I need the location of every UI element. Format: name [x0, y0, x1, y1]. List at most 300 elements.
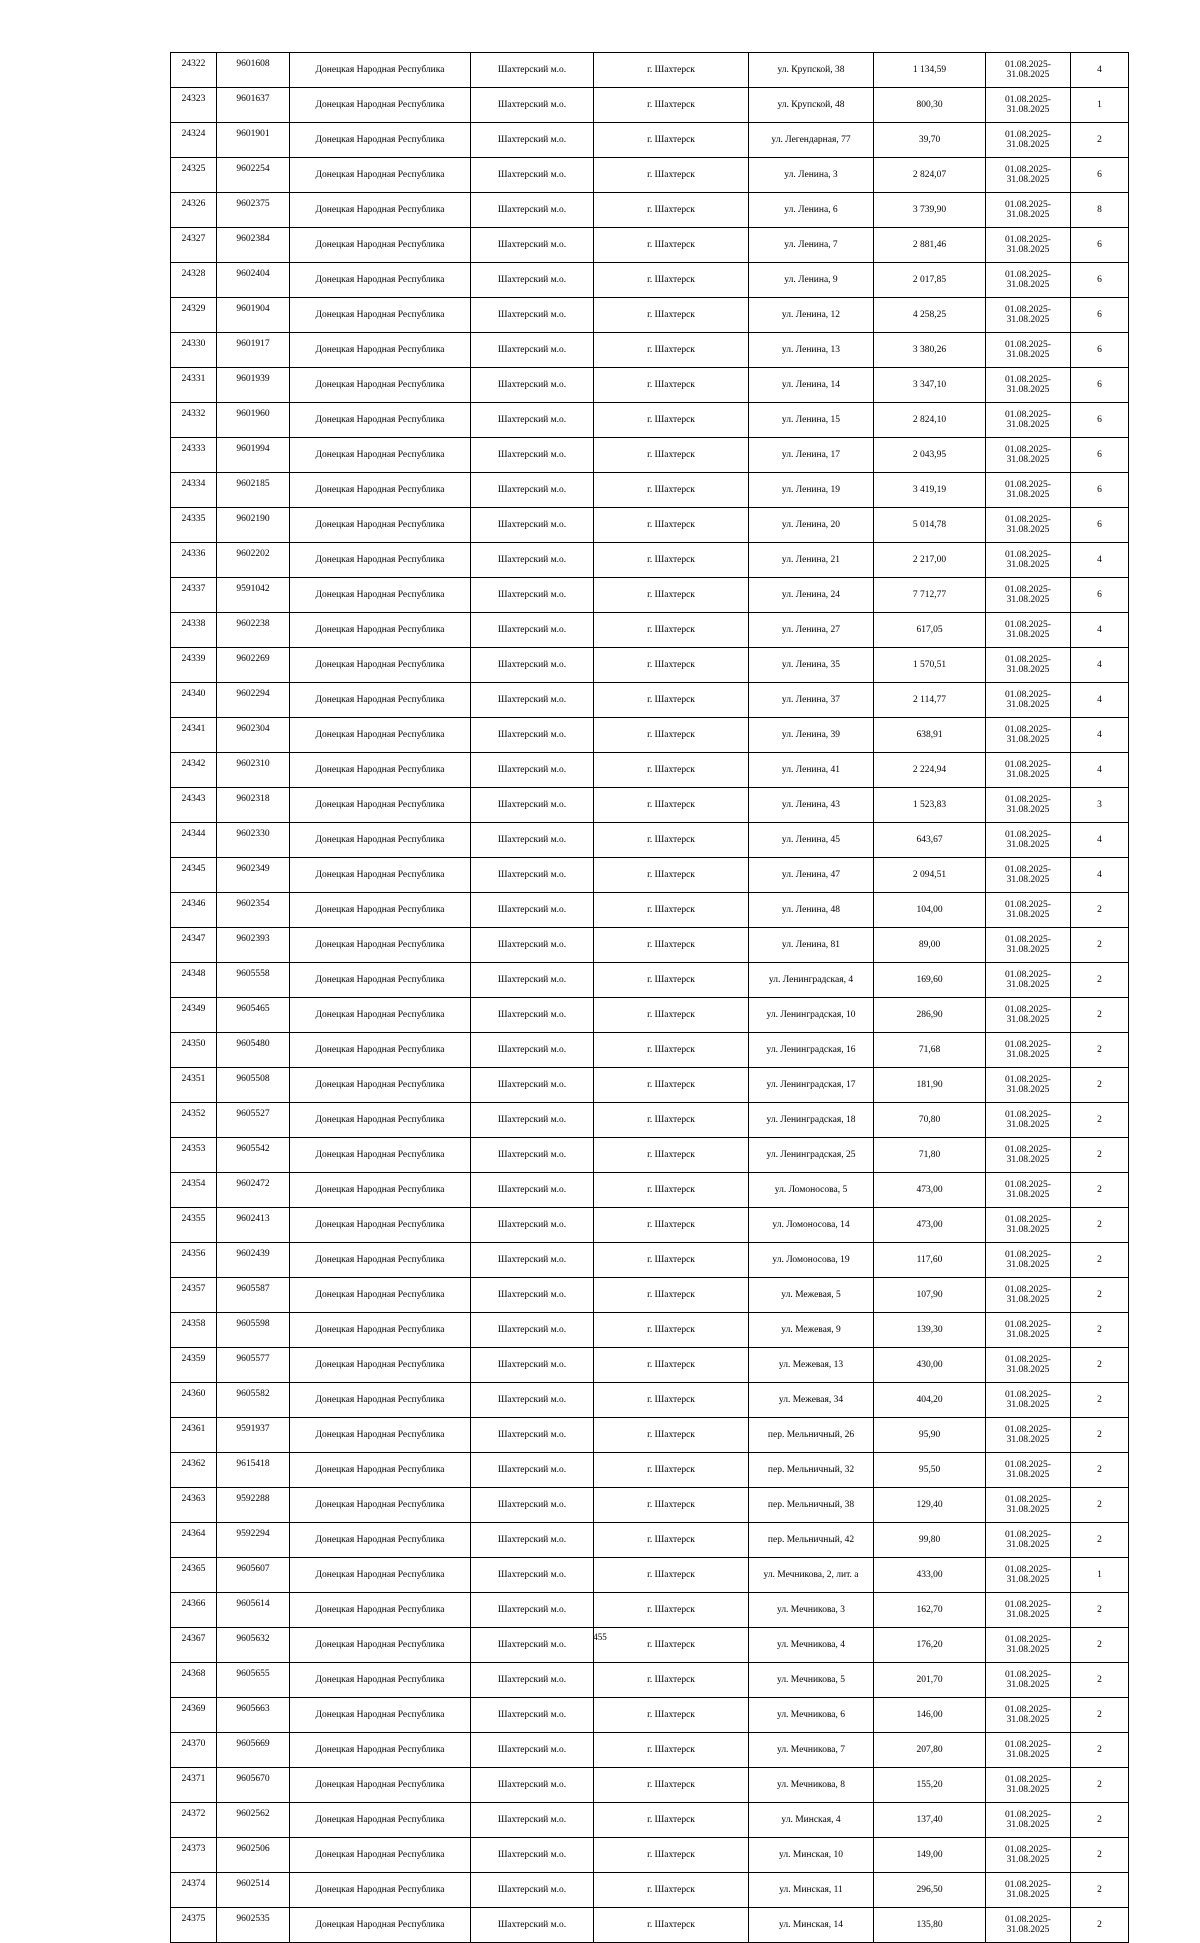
period-cell: 01.08.2025- 31.08.2025 — [986, 473, 1071, 508]
area-cell: 3 739,90 — [874, 193, 986, 228]
region-cell: Донецкая Народная Республика — [290, 1803, 471, 1838]
table-row — [171, 298, 1129, 333]
area-cell: 3 419,19 — [874, 473, 986, 508]
table-row — [171, 1733, 1129, 1768]
address-cell: ул. Минская, 14 — [749, 1908, 874, 1943]
object-id: 9605655 — [217, 1663, 290, 1698]
address-cell: ул. Мечникова, 6 — [749, 1698, 874, 1733]
row-number: 24349 — [171, 998, 217, 1033]
object-id: 9602514 — [217, 1873, 290, 1908]
period-cell: 01.08.2025- 31.08.2025 — [986, 1243, 1071, 1278]
object-id: 9605527 — [217, 1103, 290, 1138]
count-cell: 2 — [1071, 1593, 1129, 1628]
area-cell: 643,67 — [874, 823, 986, 858]
row-number: 24362 — [171, 1453, 217, 1488]
object-id: 9605614 — [217, 1593, 290, 1628]
object-id: 9602472 — [217, 1173, 290, 1208]
area-cell: 638,91 — [874, 718, 986, 753]
region-cell: Донецкая Народная Республика — [290, 158, 471, 193]
period-cell: 01.08.2025- 31.08.2025 — [986, 1208, 1071, 1243]
city-cell: г. Шахтерск — [594, 123, 749, 158]
municipality-cell: Шахтерский м.о. — [471, 858, 594, 893]
table-row — [171, 543, 1129, 578]
address-cell: ул. Ленина, 37 — [749, 683, 874, 718]
count-cell: 4 — [1071, 613, 1129, 648]
region-cell: Донецкая Народная Республика — [290, 1733, 471, 1768]
object-id: 9601917 — [217, 333, 290, 368]
region-cell: Донецкая Народная Республика — [290, 823, 471, 858]
area-cell: 139,30 — [874, 1313, 986, 1348]
object-id: 9602330 — [217, 823, 290, 858]
object-id: 9605632 — [217, 1628, 290, 1663]
municipality-cell: Шахтерский м.о. — [471, 1628, 594, 1663]
table-row — [171, 1663, 1129, 1698]
municipality-cell: Шахтерский м.о. — [471, 1523, 594, 1558]
object-id: 9601901 — [217, 123, 290, 158]
table-row — [171, 1908, 1129, 1943]
municipality-cell: Шахтерский м.о. — [471, 823, 594, 858]
area-cell: 176,20 — [874, 1628, 986, 1663]
area-cell: 207,80 — [874, 1733, 986, 1768]
period-cell: 01.08.2025- 31.08.2025 — [986, 1803, 1071, 1838]
count-cell: 6 — [1071, 368, 1129, 403]
row-number: 24334 — [171, 473, 217, 508]
city-cell: г. Шахтерск — [594, 1908, 749, 1943]
municipality-cell: Шахтерский м.о. — [471, 333, 594, 368]
row-number: 24353 — [171, 1138, 217, 1173]
city-cell: г. Шахтерск — [594, 1208, 749, 1243]
count-cell: 4 — [1071, 718, 1129, 753]
period-cell: 01.08.2025- 31.08.2025 — [986, 1768, 1071, 1803]
table-row — [171, 1313, 1129, 1348]
area-cell: 71,68 — [874, 1033, 986, 1068]
row-number: 24373 — [171, 1838, 217, 1873]
row-number: 24361 — [171, 1418, 217, 1453]
city-cell: г. Шахтерск — [594, 893, 749, 928]
region-cell: Донецкая Народная Республика — [290, 263, 471, 298]
area-cell: 129,40 — [874, 1488, 986, 1523]
period-cell: 01.08.2025- 31.08.2025 — [986, 438, 1071, 473]
object-id: 9592288 — [217, 1488, 290, 1523]
object-id: 9602254 — [217, 158, 290, 193]
row-number: 24370 — [171, 1733, 217, 1768]
region-cell: Донецкая Народная Республика — [290, 1908, 471, 1943]
row-number: 24357 — [171, 1278, 217, 1313]
city-cell: г. Шахтерск — [594, 963, 749, 998]
row-number: 24375 — [171, 1908, 217, 1943]
row-number: 24351 — [171, 1068, 217, 1103]
address-cell: ул. Мечникова, 3 — [749, 1593, 874, 1628]
object-id: 9602310 — [217, 753, 290, 788]
area-cell: 95,90 — [874, 1418, 986, 1453]
address-cell: ул. Ленина, 48 — [749, 893, 874, 928]
row-number: 24354 — [171, 1173, 217, 1208]
period-cell: 01.08.2025- 31.08.2025 — [986, 1383, 1071, 1418]
region-cell: Донецкая Народная Республика — [290, 1663, 471, 1698]
table-row — [171, 1278, 1129, 1313]
period-cell: 01.08.2025- 31.08.2025 — [986, 928, 1071, 963]
area-cell: 117,60 — [874, 1243, 986, 1278]
municipality-cell: Шахтерский м.о. — [471, 1873, 594, 1908]
row-number: 24342 — [171, 753, 217, 788]
count-cell: 2 — [1071, 1698, 1129, 1733]
period-cell: 01.08.2025- 31.08.2025 — [986, 403, 1071, 438]
city-cell: г. Шахтерск — [594, 753, 749, 788]
table-row — [171, 1453, 1129, 1488]
municipality-cell: Шахтерский м.о. — [471, 1138, 594, 1173]
area-cell: 162,70 — [874, 1593, 986, 1628]
address-cell: ул. Ленина, 12 — [749, 298, 874, 333]
period-cell: 01.08.2025- 31.08.2025 — [986, 1278, 1071, 1313]
region-cell: Донецкая Народная Республика — [290, 1033, 471, 1068]
region-cell: Донецкая Народная Республика — [290, 228, 471, 263]
address-cell: пер. Мельничный, 38 — [749, 1488, 874, 1523]
region-cell: Донецкая Народная Республика — [290, 753, 471, 788]
city-cell: г. Шахтерск — [594, 333, 749, 368]
table-row — [171, 683, 1129, 718]
table-row — [171, 1593, 1129, 1628]
city-cell: г. Шахтерск — [594, 1768, 749, 1803]
count-cell: 2 — [1071, 1068, 1129, 1103]
municipality-cell: Шахтерский м.о. — [471, 1698, 594, 1733]
count-cell: 4 — [1071, 683, 1129, 718]
object-id: 9602190 — [217, 508, 290, 543]
period-cell: 01.08.2025- 31.08.2025 — [986, 1453, 1071, 1488]
period-cell: 01.08.2025- 31.08.2025 — [986, 998, 1071, 1033]
area-cell: 201,70 — [874, 1663, 986, 1698]
object-id: 9601608 — [217, 53, 290, 88]
municipality-cell: Шахтерский м.о. — [471, 648, 594, 683]
row-number: 24363 — [171, 1488, 217, 1523]
city-cell: г. Шахтерск — [594, 648, 749, 683]
table-row — [171, 858, 1129, 893]
address-cell: ул. Мечникова, 4 — [749, 1628, 874, 1663]
row-number: 24337 — [171, 578, 217, 613]
municipality-cell: Шахтерский м.о. — [471, 1768, 594, 1803]
address-cell: ул. Ленина, 3 — [749, 158, 874, 193]
city-cell: г. Шахтерск — [594, 1628, 749, 1663]
table-row — [171, 1768, 1129, 1803]
municipality-cell: Шахтерский м.о. — [471, 508, 594, 543]
area-cell: 1 134,59 — [874, 53, 986, 88]
city-cell: г. Шахтерск — [594, 858, 749, 893]
city-cell: г. Шахтерск — [594, 1103, 749, 1138]
area-cell: 473,00 — [874, 1208, 986, 1243]
address-cell: ул. Ленина, 21 — [749, 543, 874, 578]
count-cell: 6 — [1071, 578, 1129, 613]
region-cell: Донецкая Народная Республика — [290, 193, 471, 228]
row-number: 24343 — [171, 788, 217, 823]
object-id: 9601637 — [217, 88, 290, 123]
table-row — [171, 1103, 1129, 1138]
count-cell: 2 — [1071, 1138, 1129, 1173]
row-number: 24360 — [171, 1383, 217, 1418]
count-cell: 6 — [1071, 403, 1129, 438]
period-cell: 01.08.2025- 31.08.2025 — [986, 88, 1071, 123]
city-cell: г. Шахтерск — [594, 1068, 749, 1103]
row-number: 24324 — [171, 123, 217, 158]
count-cell: 2 — [1071, 1453, 1129, 1488]
count-cell: 2 — [1071, 1803, 1129, 1838]
count-cell: 2 — [1071, 1208, 1129, 1243]
city-cell: г. Шахтерск — [594, 1873, 749, 1908]
city-cell: г. Шахтерск — [594, 508, 749, 543]
row-number: 24352 — [171, 1103, 217, 1138]
row-number: 24328 — [171, 263, 217, 298]
address-cell: ул. Межевая, 9 — [749, 1313, 874, 1348]
address-cell: ул. Ленина, 9 — [749, 263, 874, 298]
address-cell: ул. Минская, 10 — [749, 1838, 874, 1873]
address-cell: ул. Межевая, 13 — [749, 1348, 874, 1383]
address-cell: ул. Ленина, 7 — [749, 228, 874, 263]
region-cell: Донецкая Народная Республика — [290, 438, 471, 473]
area-cell: 2 094,51 — [874, 858, 986, 893]
period-cell: 01.08.2025- 31.08.2025 — [986, 508, 1071, 543]
count-cell: 3 — [1071, 788, 1129, 823]
count-cell: 2 — [1071, 998, 1129, 1033]
region-cell: Донецкая Народная Республика — [290, 1173, 471, 1208]
row-number: 24350 — [171, 1033, 217, 1068]
region-cell: Донецкая Народная Республика — [290, 1278, 471, 1313]
region-cell: Донецкая Народная Республика — [290, 893, 471, 928]
row-number: 24364 — [171, 1523, 217, 1558]
period-cell: 01.08.2025- 31.08.2025 — [986, 1103, 1071, 1138]
address-cell: ул. Ленина, 20 — [749, 508, 874, 543]
row-number: 24325 — [171, 158, 217, 193]
address-cell: ул. Ленина, 13 — [749, 333, 874, 368]
municipality-cell: Шахтерский м.о. — [471, 928, 594, 963]
count-cell: 6 — [1071, 263, 1129, 298]
municipality-cell: Шахтерский м.о. — [471, 543, 594, 578]
region-cell: Донецкая Народная Республика — [290, 1628, 471, 1663]
count-cell: 6 — [1071, 473, 1129, 508]
city-cell: г. Шахтерск — [594, 1313, 749, 1348]
row-number: 24329 — [171, 298, 217, 333]
address-cell: ул. Ленина, 43 — [749, 788, 874, 823]
region-cell: Донецкая Народная Республика — [290, 403, 471, 438]
region-cell: Донецкая Народная Республика — [290, 543, 471, 578]
row-number: 24340 — [171, 683, 217, 718]
object-id: 9605542 — [217, 1138, 290, 1173]
city-cell: г. Шахтерск — [594, 193, 749, 228]
region-cell: Донецкая Народная Республика — [290, 858, 471, 893]
table-row — [171, 718, 1129, 753]
area-cell: 800,30 — [874, 88, 986, 123]
city-cell: г. Шахтерск — [594, 228, 749, 263]
city-cell: г. Шахтерск — [594, 1418, 749, 1453]
municipality-cell: Шахтерский м.о. — [471, 1173, 594, 1208]
area-cell: 2 824,10 — [874, 403, 986, 438]
table-row — [171, 1523, 1129, 1558]
area-cell: 433,00 — [874, 1558, 986, 1593]
period-cell: 01.08.2025- 31.08.2025 — [986, 788, 1071, 823]
period-cell: 01.08.2025- 31.08.2025 — [986, 613, 1071, 648]
count-cell: 2 — [1071, 1383, 1129, 1418]
region-cell: Донецкая Народная Республика — [290, 1208, 471, 1243]
region-cell: Донецкая Народная Республика — [290, 1838, 471, 1873]
table-row — [171, 158, 1129, 193]
table-row — [171, 1138, 1129, 1173]
table-row — [171, 928, 1129, 963]
city-cell: г. Шахтерск — [594, 88, 749, 123]
address-cell: ул. Ленина, 19 — [749, 473, 874, 508]
table-row — [171, 333, 1129, 368]
region-cell: Донецкая Народная Республика — [290, 508, 471, 543]
object-id: 9605465 — [217, 998, 290, 1033]
address-cell: ул. Ленинградская, 4 — [749, 963, 874, 998]
municipality-cell: Шахтерский м.о. — [471, 613, 594, 648]
address-cell: ул. Ленинградская, 16 — [749, 1033, 874, 1068]
count-cell: 2 — [1071, 1488, 1129, 1523]
object-id: 9605508 — [217, 1068, 290, 1103]
area-cell: 137,40 — [874, 1803, 986, 1838]
address-cell: ул. Крупской, 38 — [749, 53, 874, 88]
row-number: 24327 — [171, 228, 217, 263]
table-row — [171, 193, 1129, 228]
object-id: 9602294 — [217, 683, 290, 718]
count-cell: 2 — [1071, 1908, 1129, 1943]
table-row — [171, 578, 1129, 613]
records-table — [170, 52, 1129, 1943]
area-cell: 135,80 — [874, 1908, 986, 1943]
period-cell: 01.08.2025- 31.08.2025 — [986, 333, 1071, 368]
area-cell: 39,70 — [874, 123, 986, 158]
city-cell: г. Шахтерск — [594, 543, 749, 578]
region-cell: Донецкая Народная Республика — [290, 1418, 471, 1453]
table-row — [171, 368, 1129, 403]
row-number: 24369 — [171, 1698, 217, 1733]
period-cell: 01.08.2025- 31.08.2025 — [986, 858, 1071, 893]
object-id: 9605582 — [217, 1383, 290, 1418]
city-cell: г. Шахтерск — [594, 1173, 749, 1208]
row-number: 24366 — [171, 1593, 217, 1628]
municipality-cell: Шахтерский м.о. — [471, 1103, 594, 1138]
object-id: 9602202 — [217, 543, 290, 578]
region-cell: Донецкая Народная Республика — [290, 1768, 471, 1803]
municipality-cell: Шахтерский м.о. — [471, 1488, 594, 1523]
region-cell: Донецкая Народная Республика — [290, 683, 471, 718]
region-cell: Донецкая Народная Республика — [290, 298, 471, 333]
region-cell: Донецкая Народная Республика — [290, 648, 471, 683]
count-cell: 6 — [1071, 333, 1129, 368]
row-number: 24372 — [171, 1803, 217, 1838]
table-row — [171, 1033, 1129, 1068]
count-cell: 1 — [1071, 88, 1129, 123]
count-cell: 6 — [1071, 508, 1129, 543]
municipality-cell: Шахтерский м.о. — [471, 473, 594, 508]
period-cell: 01.08.2025- 31.08.2025 — [986, 1033, 1071, 1068]
area-cell: 286,90 — [874, 998, 986, 1033]
municipality-cell: Шахтерский м.о. — [471, 158, 594, 193]
period-cell: 01.08.2025- 31.08.2025 — [986, 753, 1071, 788]
row-number: 24332 — [171, 403, 217, 438]
object-id: 9601939 — [217, 368, 290, 403]
row-number: 24374 — [171, 1873, 217, 1908]
row-number: 24333 — [171, 438, 217, 473]
table-row — [171, 53, 1129, 88]
table-body — [171, 53, 1129, 1943]
period-cell: 01.08.2025- 31.08.2025 — [986, 1838, 1071, 1873]
address-cell: пер. Мельничный, 32 — [749, 1453, 874, 1488]
municipality-cell: Шахтерский м.о. — [471, 1208, 594, 1243]
period-cell: 01.08.2025- 31.08.2025 — [986, 368, 1071, 403]
address-cell: ул. Мечникова, 2, лит. а — [749, 1558, 874, 1593]
municipality-cell: Шахтерский м.о. — [471, 1243, 594, 1278]
area-cell: 296,50 — [874, 1873, 986, 1908]
area-cell: 99,80 — [874, 1523, 986, 1558]
address-cell: ул. Межевая, 34 — [749, 1383, 874, 1418]
municipality-cell: Шахтерский м.о. — [471, 1278, 594, 1313]
row-number: 24341 — [171, 718, 217, 753]
region-cell: Донецкая Народная Республика — [290, 1243, 471, 1278]
municipality-cell: Шахтерский м.о. — [471, 1733, 594, 1768]
period-cell: 01.08.2025- 31.08.2025 — [986, 193, 1071, 228]
city-cell: г. Шахтерск — [594, 1663, 749, 1698]
municipality-cell: Шахтерский м.о. — [471, 1418, 594, 1453]
object-id: 9615418 — [217, 1453, 290, 1488]
count-cell: 6 — [1071, 228, 1129, 263]
municipality-cell: Шахтерский м.о. — [471, 1663, 594, 1698]
municipality-cell: Шахтерский м.о. — [471, 1558, 594, 1593]
row-number: 24330 — [171, 333, 217, 368]
address-cell: ул. Минская, 11 — [749, 1873, 874, 1908]
area-cell: 2 043,95 — [874, 438, 986, 473]
address-cell: ул. Ленинградская, 10 — [749, 998, 874, 1033]
city-cell: г. Шахтерск — [594, 718, 749, 753]
municipality-cell: Шахтерский м.о. — [471, 1453, 594, 1488]
row-number: 24371 — [171, 1768, 217, 1803]
area-cell: 3 380,26 — [874, 333, 986, 368]
region-cell: Донецкая Народная Республика — [290, 333, 471, 368]
city-cell: г. Шахтерск — [594, 53, 749, 88]
object-id: 9601904 — [217, 298, 290, 333]
address-cell: ул. Мечникова, 8 — [749, 1768, 874, 1803]
city-cell: г. Шахтерск — [594, 1348, 749, 1383]
count-cell: 2 — [1071, 1173, 1129, 1208]
municipality-cell: Шахтерский м.о. — [471, 298, 594, 333]
table-row — [171, 403, 1129, 438]
table-row — [171, 1383, 1129, 1418]
address-cell: ул. Крупской, 48 — [749, 88, 874, 123]
row-number: 24358 — [171, 1313, 217, 1348]
period-cell: 01.08.2025- 31.08.2025 — [986, 1698, 1071, 1733]
area-cell: 146,00 — [874, 1698, 986, 1733]
period-cell: 01.08.2025- 31.08.2025 — [986, 298, 1071, 333]
row-number: 24346 — [171, 893, 217, 928]
area-cell: 89,00 — [874, 928, 986, 963]
municipality-cell: Шахтерский м.о. — [471, 1068, 594, 1103]
address-cell: ул. Ленина, 47 — [749, 858, 874, 893]
region-cell: Донецкая Народная Республика — [290, 1873, 471, 1908]
object-id: 9602393 — [217, 928, 290, 963]
table-row — [171, 893, 1129, 928]
address-cell: пер. Мельничный, 26 — [749, 1418, 874, 1453]
area-cell: 181,90 — [874, 1068, 986, 1103]
municipality-cell: Шахтерский м.о. — [471, 193, 594, 228]
count-cell: 2 — [1071, 1278, 1129, 1313]
period-cell: 01.08.2025- 31.08.2025 — [986, 963, 1071, 998]
city-cell: г. Шахтерск — [594, 1838, 749, 1873]
table-row — [171, 1348, 1129, 1383]
municipality-cell: Шахтерский м.о. — [471, 893, 594, 928]
row-number: 24368 — [171, 1663, 217, 1698]
count-cell: 6 — [1071, 438, 1129, 473]
object-id: 9605558 — [217, 963, 290, 998]
region-cell: Донецкая Народная Республика — [290, 473, 471, 508]
municipality-cell: Шахтерский м.о. — [471, 1348, 594, 1383]
area-cell: 1 570,51 — [874, 648, 986, 683]
table-row — [171, 1558, 1129, 1593]
